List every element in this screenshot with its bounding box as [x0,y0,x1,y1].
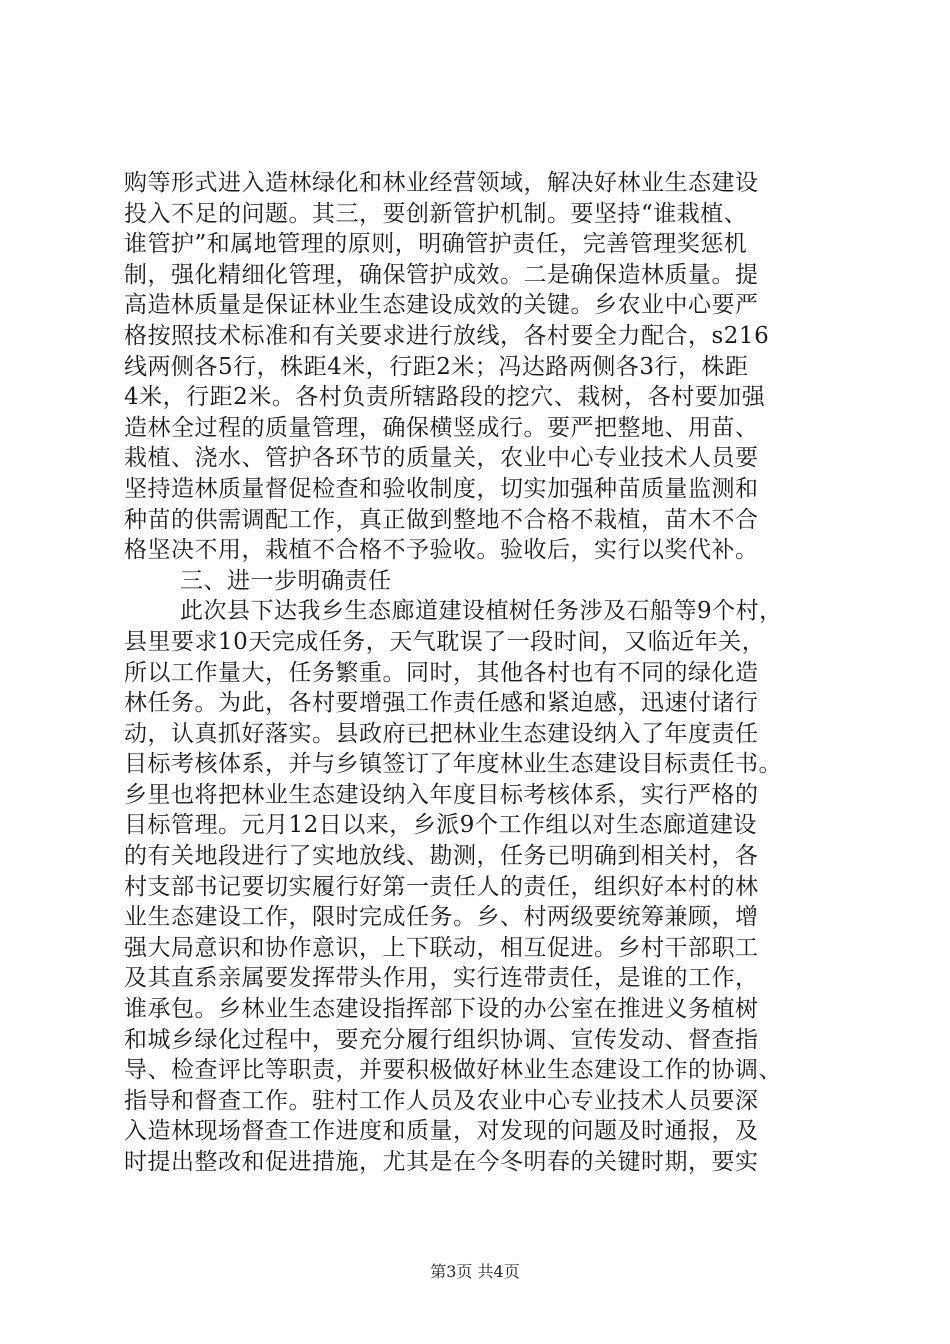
text-line: 和城乡绿化过程中，要充分履行组织协调、宣传发动、督查指 [124,1026,759,1053]
text-line: 目标考核体系，并与乡镇签订了年度林业生态建设目标责任书。 [124,751,782,778]
text-line: 强大局意识和协作意识，上下联动，相互促进。乡村干部职工 [124,934,759,961]
page-number: 第3页 共4页 [430,1262,520,1281]
text-line: 林任务。为此，各村要增强工作责任感和紧迫感，迅速付诸行 [124,690,759,717]
body-text [124,168,836,1178]
text-line: 栽植、浇水、管护各环节的质量关，农业中心专业技术人员要 [124,445,759,472]
text-line: 投入不足的问题。其三，要创新管护机制。要坚持“谁栽植、 [124,200,748,227]
text-line: 所以工作量大，任务繁重。同时，其他各村也有不同的绿化造 [124,659,759,686]
text-line: 村支部书记要切实履行好第一责任人的责任，组织好本村的林 [124,873,759,900]
text-line: 造林全过程的质量管理，确保横竖成行。要严把整地、用苗、 [124,414,759,441]
text-line: 导、检查评比等职责，并要积极做好林业生态建设工作的协调、 [124,1057,782,1084]
text-line: 种苗的供需调配工作，真正做到整地不合格不栽植，苗木不合 [124,506,759,533]
text-line: 购等形式进入造林绿化和林业经营领域，解决好林业生态建设 [124,170,759,196]
text-line: 格按照技术标准和有关要求进行放线，各村要全力配合，s216 [124,322,770,349]
text-line: 4米，行距2米。各村负责所辖路段的挖穴、栽树，各村要加强 [124,384,766,411]
text-line: 此次县下达我乡生态廊道建设植树任务涉及石船等9个村， [180,598,783,625]
text-line: 乡里也将把林业生态建设纳入年度目标考核体系，实行严格的 [124,781,759,808]
text-line: 格坚决不用，栽植不合格不予验收。验收后，实行以奖代补。 [124,537,759,564]
text-line: 入造林现场督查工作进度和质量，对发现的问题及时通报，及 [124,1118,759,1145]
text-line: 线两侧各5行，株距4米，行距2米；冯达路两侧各3行，株距 [124,353,749,380]
section-heading: 三、进一步明确责任 [180,567,392,594]
text-line: 目标管理。元月12日以来，乡派9个工作组以对生态廊道建设 [124,812,757,839]
text-line: 时提出整改和促进措施，尤其是在今冬明春的关键时期，要实 [124,1149,759,1175]
text-line: 业生态建设工作，限时完成任务。乡、村两级要统筹兼顾，增 [124,904,759,931]
text-line: 动，认真抓好落实。县政府已把林业生态建设纳入了年度责任 [124,720,759,747]
text-line: 坚持造林质量督促检查和验收制度，切实加强种苗质量监测和 [124,475,759,502]
text-line: 谁管护”和属地管理的原则，明确管护责任，完善管理奖惩机 [124,231,748,258]
text-line: 高造林质量是保证林业生态建设成效的关键。乡农业中心要严 [124,292,759,319]
text-line: 县里要求10天完成任务，天气耽误了一段时间，又临近年关， [124,628,766,655]
text-line: 指导和督查工作。驻村工作人员及农业中心专业技术人员要深 [124,1087,759,1114]
text-line: 及其直系亲属要发挥带头作用，实行连带责任，是谁的工作， [124,965,759,992]
text-line: 的有关地段进行了实地放线、勘测，任务已明确到相关村，各 [124,843,759,870]
text-line: 谁承包。乡林业生态建设指挥部下设的办公室在推进义务植树 [124,996,759,1023]
text-line: 制，强化精细化管理，确保管护成效。二是确保造林质量。提 [124,261,759,288]
